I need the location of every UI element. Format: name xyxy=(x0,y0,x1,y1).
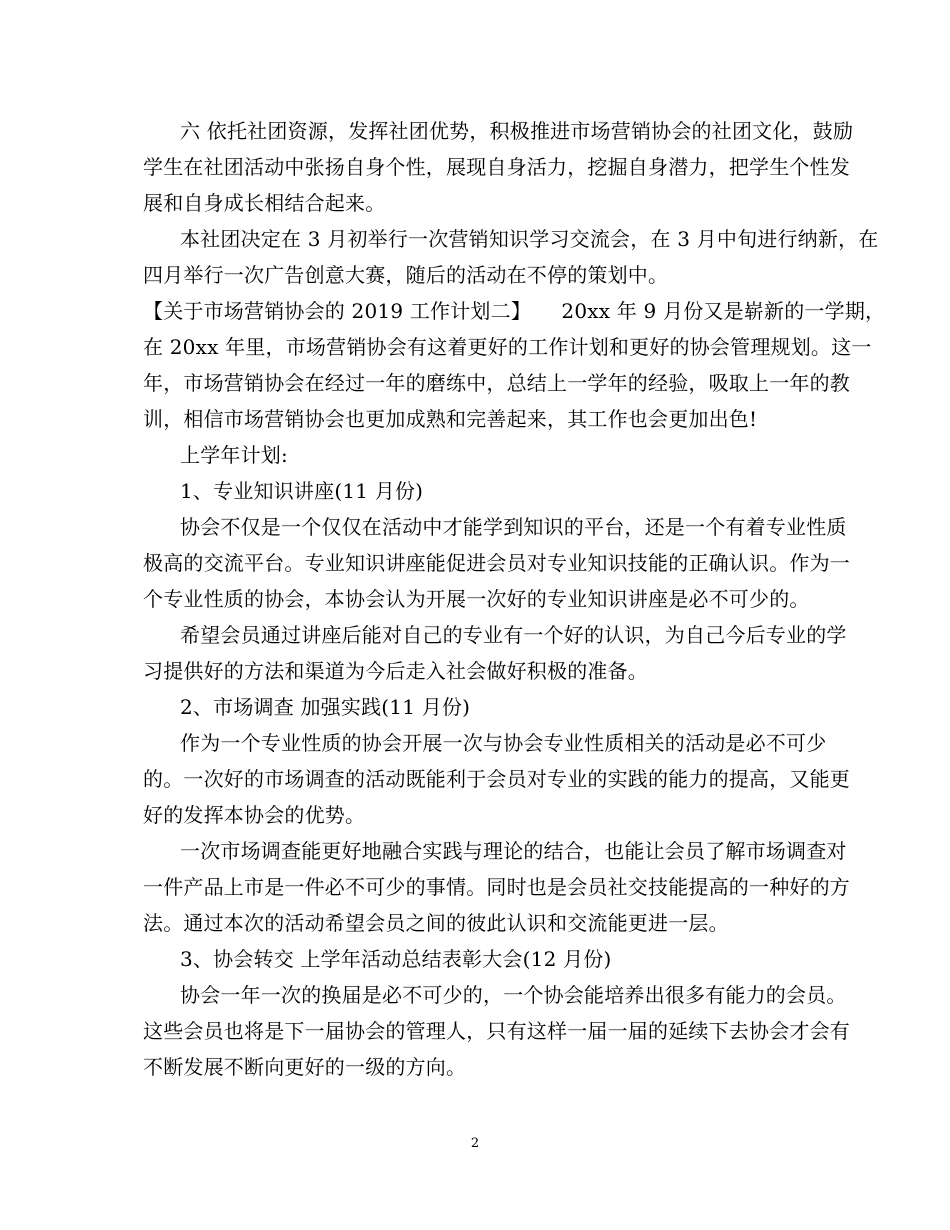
text-line: 不断发展不断向更好的一级的方向。 xyxy=(143,1055,467,1079)
section-heading-line: 【关于市场营销协会的 2019 工作计划二】 20xx 年 9 月份又是崭新的一学期， xyxy=(143,299,886,323)
text-line: 协会一年一次的换届是必不可少的，一个协会能培养出很多有能力的会员。 xyxy=(180,983,847,1007)
text-line: 习提供好的方法和渠道为今后走入社会做好积极的准备。 xyxy=(143,659,648,683)
text-line: 极高的交流平台。专业知识讲座能促进会员对专业知识技能的正确认识。作为一 xyxy=(143,551,850,575)
subheading-line: 上学年计划: xyxy=(180,443,288,467)
text-line: 年，市场营销协会在经过一年的磨练中，总结上一学年的经验，吸取上一年的教 xyxy=(143,371,850,395)
text-line: 学生在社团活动中张扬自身个性，展现自身活力，挖掘自身潜力，把学生个性发 xyxy=(143,155,850,179)
text-line: 的。一次好的市场调查的活动既能利于会员对专业的实践的能力的提高，又能更 xyxy=(143,767,850,791)
text-line: 一次市场调查能更好地融合实践与理论的结合，也能让会员了解市场调查对 xyxy=(180,839,847,863)
text-line: 六 依托社团资源，发挥社团优势，积极推进市场营销协会的社团文化，鼓励 xyxy=(180,119,854,143)
text-line: 好的发挥本协会的优势。 xyxy=(143,803,366,827)
text-line: 法。通过本次的活动希望会员之间的彼此认识和交流能更进一层。 xyxy=(143,911,729,935)
page-number: 2 xyxy=(470,1136,480,1151)
item-heading-line: 2、市场调查 加强实践(11 月份) xyxy=(180,695,471,719)
text-line: 在 20xx 年里，市场营销协会有这着更好的工作计划和更好的协会管理规划。这一 xyxy=(143,335,872,359)
text-line: 展和自身成长相结合起来。 xyxy=(143,191,386,215)
item-heading-line: 3、协会转交 上学年活动总结表彰大会(12 月份) xyxy=(180,947,612,971)
text-line: 本社团决定在 3 月初举行一次营销知识学习交流会，在 3 月中旬进行纳新，在 xyxy=(180,227,879,251)
text-line: 个专业性质的协会，本协会认为开展一次好的专业知识讲座是必不可少的。 xyxy=(143,587,810,611)
text-line: 作为一个专业性质的协会开展一次与协会专业性质相关的活动是必不可少 xyxy=(180,731,827,755)
text-line: 训，相信市场营销协会也更加成熟和完善起来，其工作也会更加出色! xyxy=(143,407,758,431)
text-line: 一件产品上市是一件必不可少的事情。同时也是会员社交技能提高的一种好的方 xyxy=(143,875,850,899)
text-line: 四月举行一次广告创意大赛，随后的活动在不停的策划中。 xyxy=(143,263,669,287)
text-line: 协会不仅是一个仅仅在活动中才能学到知识的平台，还是一个有着专业性质 xyxy=(180,515,847,539)
text-line: 希望会员通过讲座后能对自己的专业有一个好的认识，为自己今后专业的学 xyxy=(180,623,847,647)
item-heading-line: 1、专业知识讲座(11 月份) xyxy=(180,479,424,503)
text-line: 这些会员也将是下一届协会的管理人，只有这样一届一届的延续下去协会才会有 xyxy=(143,1019,850,1043)
